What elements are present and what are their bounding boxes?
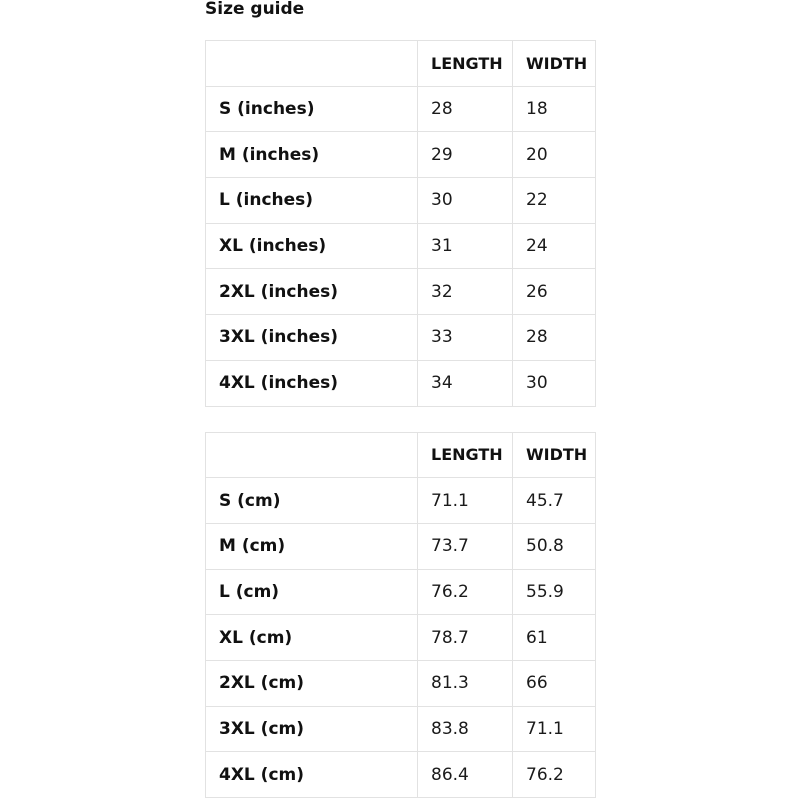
size-label: 2XL (cm) (206, 660, 418, 706)
width-value: 61 (513, 615, 596, 661)
length-value: 32 (418, 269, 513, 315)
length-value: 30 (418, 178, 513, 224)
size-guide-title: Size guide (205, 0, 305, 19)
length-value: 81.3 (418, 660, 513, 706)
corner-cell (206, 432, 418, 478)
size-label: L (inches) (206, 178, 418, 224)
table-row (206, 478, 596, 524)
length-value: 86.4 (418, 752, 513, 798)
size-label: XL (inches) (206, 223, 418, 269)
table-row (206, 315, 596, 361)
width-value: 28 (513, 315, 596, 361)
length-value: 33 (418, 315, 513, 361)
width-value: 76.2 (513, 752, 596, 798)
width-value: 50.8 (513, 523, 596, 569)
width-value: 24 (513, 223, 596, 269)
table-row (206, 569, 596, 615)
length-value: 29 (418, 132, 513, 178)
header-row (206, 41, 596, 87)
width-value: 18 (513, 86, 596, 132)
header-row (206, 432, 596, 478)
table-row (206, 86, 596, 132)
length-value: 71.1 (418, 478, 513, 524)
table-row (206, 752, 596, 798)
length-value: 34 (418, 360, 513, 406)
length-value: 83.8 (418, 706, 513, 752)
length-value: 31 (418, 223, 513, 269)
size-label: S (inches) (206, 86, 418, 132)
size-label: 3XL (inches) (206, 315, 418, 361)
length-column-header: LENGTH (418, 432, 513, 478)
corner-cell (206, 41, 418, 87)
size-label: 2XL (inches) (206, 269, 418, 315)
table-row (206, 523, 596, 569)
table-row (206, 132, 596, 178)
width-value: 30 (513, 360, 596, 406)
width-value: 45.7 (513, 478, 596, 524)
width-value: 26 (513, 269, 596, 315)
width-column-header: WIDTH (513, 41, 596, 87)
size-table-cm (205, 432, 596, 799)
length-column-header: LENGTH (418, 41, 513, 87)
table-row (206, 660, 596, 706)
length-value: 76.2 (418, 569, 513, 615)
table-row (206, 223, 596, 269)
width-value: 66 (513, 660, 596, 706)
size-label: M (inches) (206, 132, 418, 178)
table-row (206, 269, 596, 315)
size-label: XL (cm) (206, 615, 418, 661)
size-guide-section (205, 0, 595, 798)
length-value: 28 (418, 86, 513, 132)
table-row (206, 360, 596, 406)
width-value: 22 (513, 178, 596, 224)
size-label: 4XL (inches) (206, 360, 418, 406)
width-value: 55.9 (513, 569, 596, 615)
size-label: S (cm) (206, 478, 418, 524)
table-row (206, 178, 596, 224)
width-column-header: WIDTH (513, 432, 596, 478)
length-value: 78.7 (418, 615, 513, 661)
size-label: 3XL (cm) (206, 706, 418, 752)
size-label: M (cm) (206, 523, 418, 569)
size-table-inches (205, 40, 596, 407)
size-label: L (cm) (206, 569, 418, 615)
table-row (206, 615, 596, 661)
table-row (206, 706, 596, 752)
width-value: 20 (513, 132, 596, 178)
size-label: 4XL (cm) (206, 752, 418, 798)
length-value: 73.7 (418, 523, 513, 569)
width-value: 71.1 (513, 706, 596, 752)
